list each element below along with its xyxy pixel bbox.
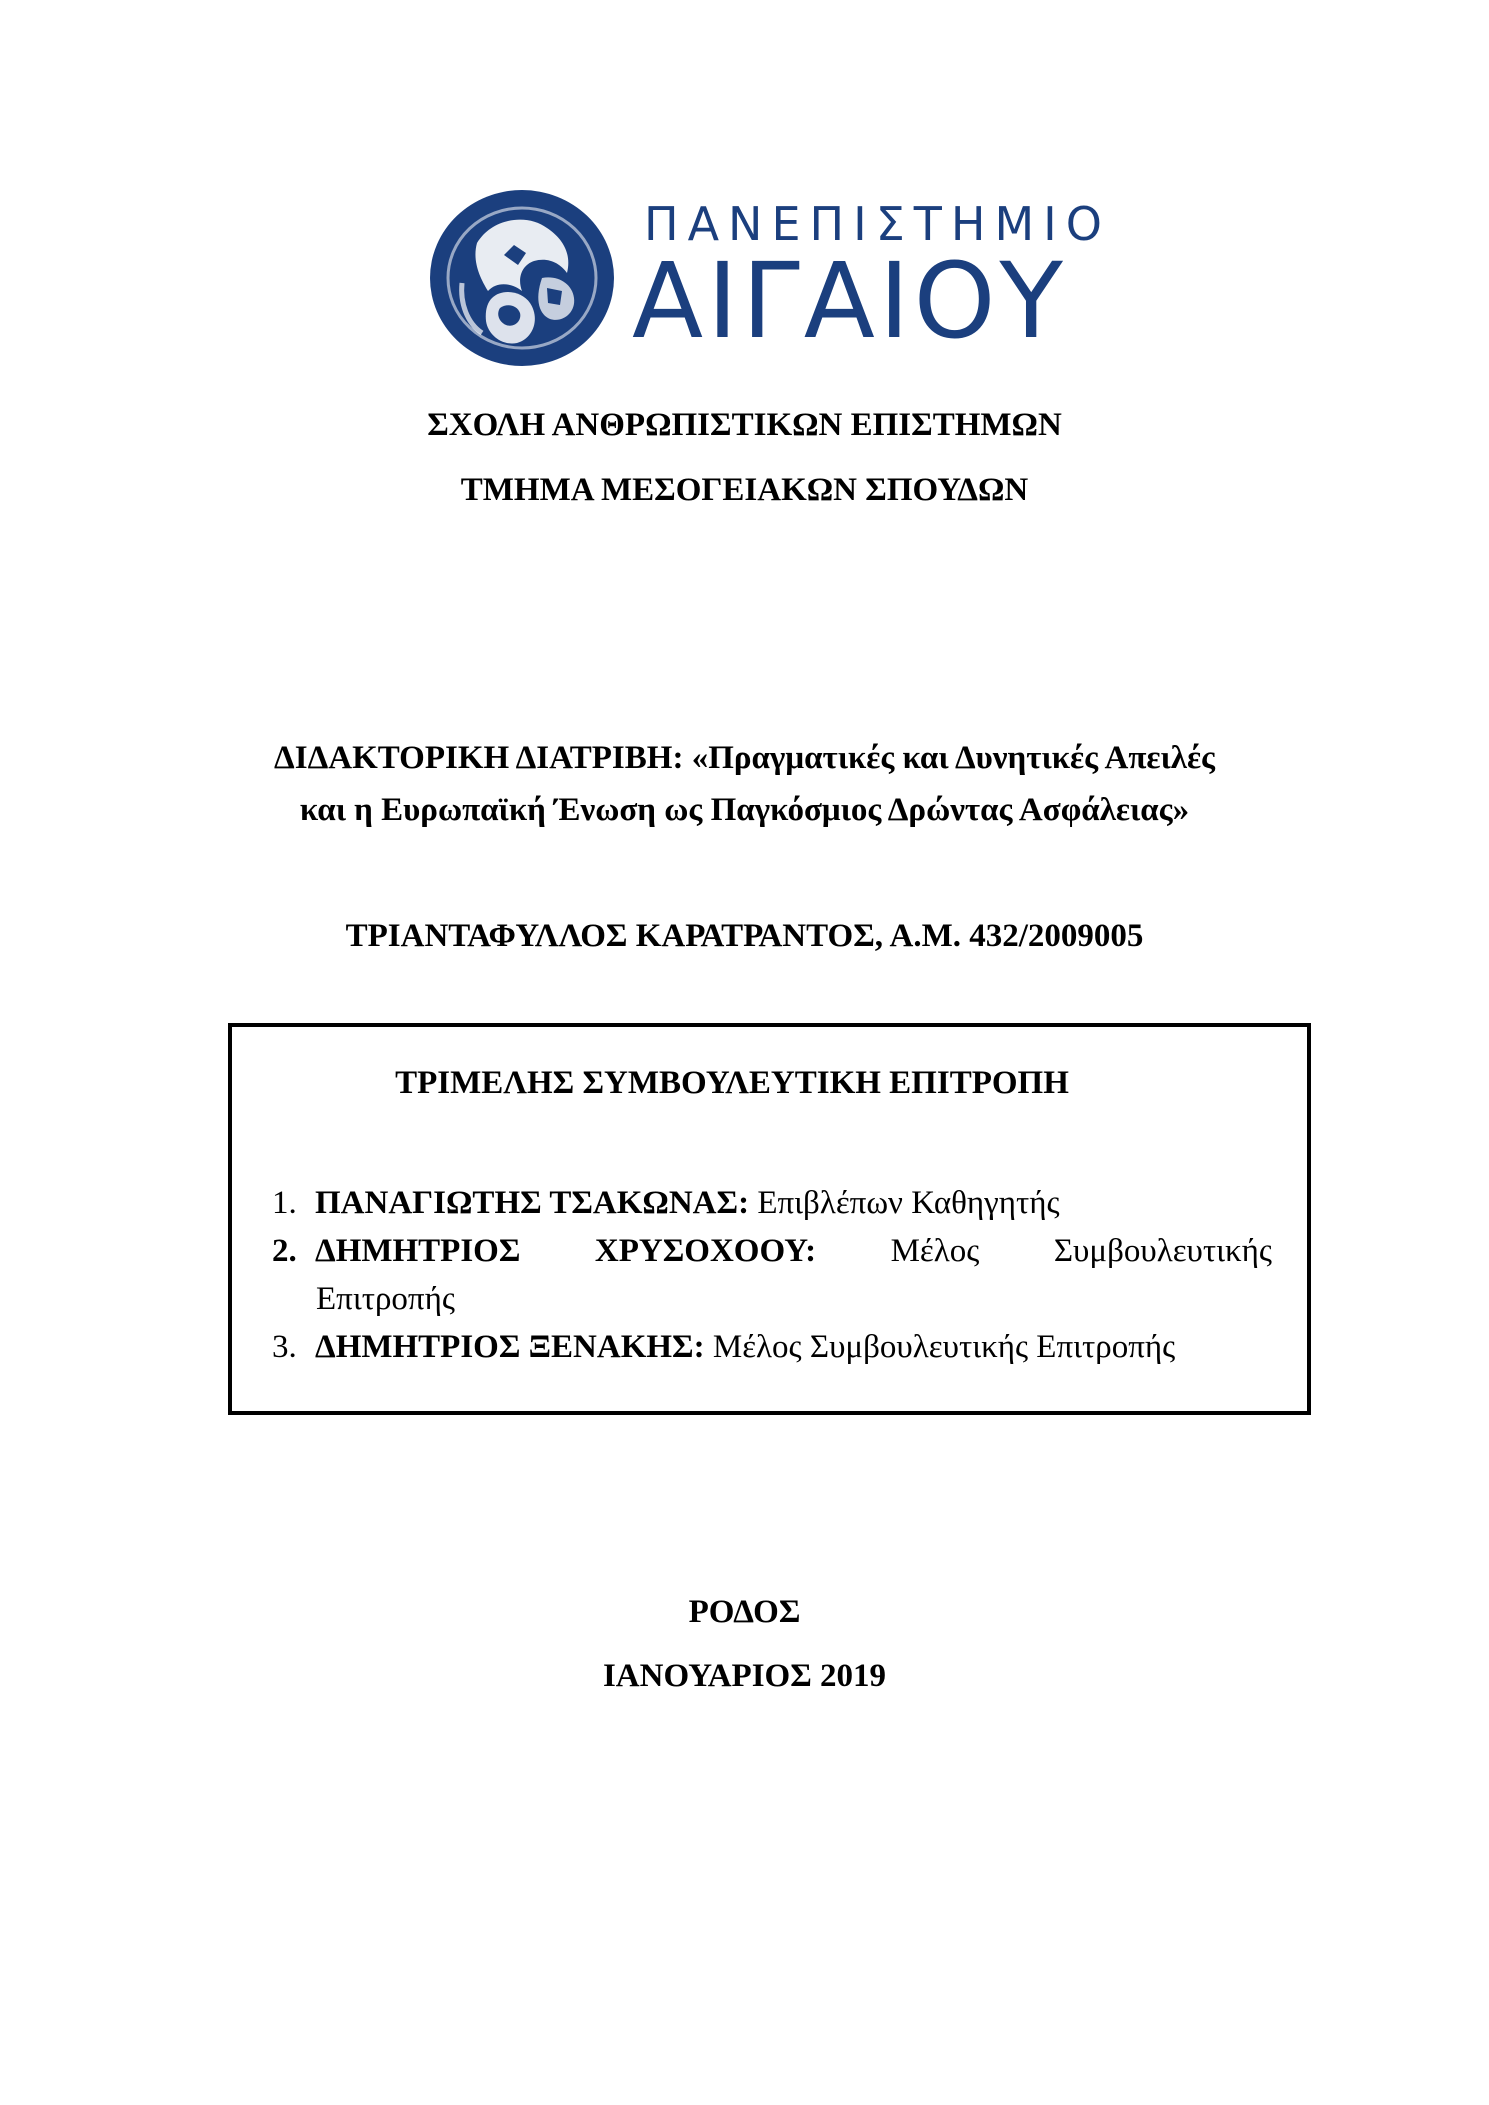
member-name: ΠΑΝΑΓΙΩΤΗΣ ΤΣΑΚΩΝΑΣ: — [315, 1185, 750, 1221]
logo-text-university: ΠΑΝΕΠΙΣΤΗΜΙΟ — [644, 197, 1111, 251]
committee-title: ΤΡΙΜΕΛΗΣ ΣΥΜΒΟΥΛΕΥΤΙΚΗ ΕΠΙΤΡΟΠΗ — [395, 1065, 1069, 1101]
member-role-continuation: Επιτροπής — [316, 1281, 455, 1317]
thesis-title-line-2: και η Ευρωπαϊκή Ένωση ως Παγκόσμιος Δρώντας Ασφάλειας» — [299, 792, 1190, 828]
member-role-part-1: Μέλος — [890, 1233, 980, 1269]
member-number: 3. — [272, 1329, 297, 1365]
university-logo — [422, 183, 1111, 373]
department-name: ΤΜΗΜΑ ΜΕΣΟΓΕΙΑΚΩΝ ΣΠΟΥΔΩΝ — [460, 472, 1029, 508]
member-name: ΔΗΜΗΤΡΙΟΣ ΞΕΝΑΚΗΣ: — [315, 1329, 705, 1365]
member-name-first: ΔΗΜΗΤΡΙΟΣ — [315, 1233, 521, 1269]
place: ΡΟΔΟΣ — [688, 1594, 801, 1630]
member-role: Επιβλέπων Καθηγητής — [757, 1185, 1060, 1221]
committee-member-2 — [272, 1233, 1272, 1270]
thesis-title-line-1: ΔΙΔΑΚΤΟΡΙΚΗ ΔΙΑΤΡΙΒΗ: «Πραγματικές και Δυνητικές Απειλές — [274, 740, 1215, 776]
member-number: 2. — [272, 1233, 297, 1269]
author-line: ΤΡΙΑΝΤΑΦΥΛΛΟΣ ΚΑΡΑΤΡΑΝΤΟΣ, Α.Μ. 432/2009005 — [345, 918, 1144, 954]
university-emblem-icon — [422, 183, 622, 373]
committee-member-3 — [272, 1329, 1175, 1366]
committee-box — [228, 1023, 1311, 1415]
member-role-part-2: Συμβουλευτικής — [1053, 1233, 1272, 1269]
member-role: Μέλος Συμβουλευτικής Επιτροπής — [712, 1329, 1176, 1365]
member-number: 1. — [272, 1185, 297, 1221]
member-name-last: ΧΡΥΣΟΧΟΟΥ: — [594, 1233, 817, 1269]
date: ΙΑΝΟΥΑΡΙΟΣ 2019 — [602, 1658, 887, 1694]
committee-member-1 — [272, 1185, 1060, 1222]
school-name: ΣΧΟΛΗ ΑΝΘΡΩΠΙΣΤΙΚΩΝ ΕΠΙΣΤΗΜΩΝ — [427, 407, 1062, 443]
logo-text-aegean: ΑΙΓΑΙΟΥ — [632, 240, 1067, 362]
